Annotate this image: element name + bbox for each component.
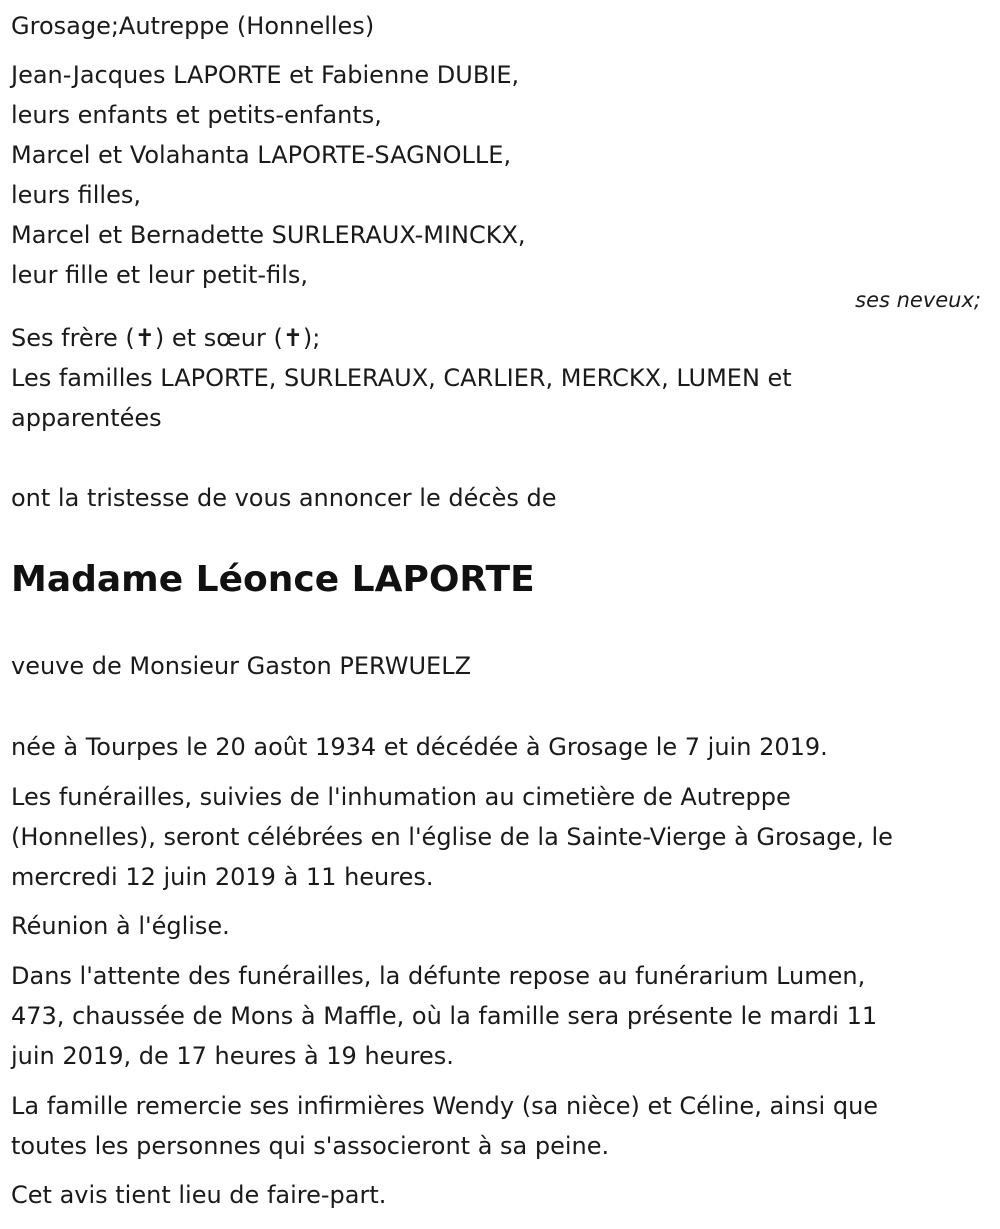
funeral-paragraph (11, 777, 986, 897)
relatives-line: apparentées (11, 404, 162, 432)
family-line: leur fille et leur petit-fils, (11, 261, 308, 289)
funeral-line: mercredi 12 juin 2019 à 11 heures. (11, 863, 434, 891)
viewing-line: 473, chaussée de Mons à Maffle, où la famille sera présente le mardi 11 (11, 1002, 878, 1030)
family-line: Jean-Jacques LAPORTE et Fabienne DUBIE, (11, 61, 520, 89)
closing-paragraph: Cet avis tient lieu de faire-part. (11, 1181, 387, 1209)
relatives-line: Les familles LAPORTE, SURLERAUX, CARLIER, MERCKX, LUMEN et (11, 364, 792, 392)
thanks-paragraph (11, 1086, 986, 1166)
family-line: leurs enfants et petits-enfants, (11, 101, 382, 129)
family-line: Marcel et Volahanta LAPORTE-SAGNOLLE, (11, 141, 512, 169)
thanks-line: toutes les personnes qui s'associeront à sa peine. (11, 1132, 610, 1160)
viewing-line: juin 2019, de 17 heures à 19 heures. (11, 1042, 454, 1070)
meeting-paragraph: Réunion à l'église. (11, 912, 230, 940)
deceased-name: Madame Léonce LAPORTE (11, 559, 535, 600)
birth-death-paragraph: née à Tourpes le 20 août 1934 et décédée à Grosage le 7 juin 2019. (11, 733, 828, 761)
thanks-line: La famille remercie ses infirmières Wendy (sa nièce) et Céline, ainsi que (11, 1092, 879, 1120)
relatives-line: Ses frère (✝) et sœur (✝); (11, 324, 321, 352)
widow-of-text: veuve de Monsieur Gaston PERWUELZ (11, 652, 472, 680)
funeral-line: (Honnelles), seront célébrées en l'église de la Sainte-Vierge à Grosage, le (11, 823, 893, 851)
family-list (11, 55, 526, 295)
other-relatives (11, 318, 792, 438)
family-line: leurs filles, (11, 181, 141, 209)
viewing-line: Dans l'attente des funérailles, la défunte repose au funérarium Lumen, (11, 962, 866, 990)
place-header: Grosage;Autreppe (Honnelles) (11, 12, 375, 40)
family-line: Marcel et Bernadette SURLERAUX-MINCKX, (11, 221, 526, 249)
funeral-line: Les funérailles, suivies de l'inhumation au cimetière de Autreppe (11, 783, 791, 811)
viewing-paragraph (11, 956, 986, 1076)
announcement-text: ont la tristesse de vous annoncer le décès de (11, 484, 557, 512)
neveux-note: ses neveux; (855, 288, 981, 312)
